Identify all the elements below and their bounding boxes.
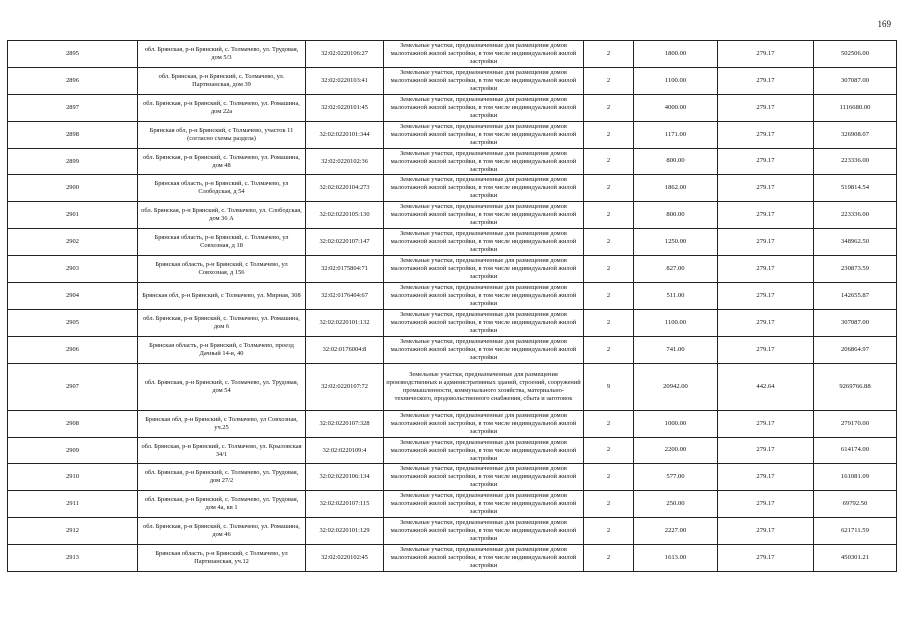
area-cell: 2227.00	[634, 518, 718, 545]
address-cell: обл. Брянская, р-н Брянский, с. Толмачево, ул. Трудовая, дом 54	[138, 363, 306, 410]
address-cell: обл. Брянская, р-н Брянский, с. Толмачево, ул. Крыловская 34/1	[138, 437, 306, 464]
cadastral-value-cell: 348962.50	[814, 229, 897, 256]
cadastral-number-cell: 32:02:0220104:273	[306, 175, 384, 202]
cadastral-value-cell: 69792.50	[814, 491, 897, 518]
specific-value-cell: 279.17	[718, 148, 814, 175]
address-cell: обл. Брянская, р-н Брянский, с. Толмачево, ул. Ромашина, дом 46	[138, 518, 306, 545]
group-cell: 2	[584, 148, 634, 175]
specific-value-cell: 279.17	[718, 518, 814, 545]
address-cell: обл. Брянская, р-н Брянский, с. Толмачево, ул. Слободская, дом 36 А	[138, 202, 306, 229]
address-cell: обл. Брянская, р-н Брянский, с. Толмачево, ул. Трудовая, дом 27/2	[138, 464, 306, 491]
group-cell: 2	[584, 256, 634, 283]
land-purpose-cell: Земельные участки, предназначенные для размещения домов малоэтажной жилой застройки, в том числе индивидуальной жилой застройки	[384, 518, 584, 545]
table-row	[8, 410, 897, 437]
table-row	[8, 229, 897, 256]
table-row	[8, 491, 897, 518]
group-cell: 2	[584, 121, 634, 148]
cadastral-value-cell: 161081.09	[814, 464, 897, 491]
area-cell: 4000.00	[634, 94, 718, 121]
cadastral-value-cell: 502506.00	[814, 41, 897, 68]
cadastral-number-cell: 32:02:0220105:130	[306, 202, 384, 229]
land-purpose-cell: Земельные участки, предназначенные для размещения домов малоэтажной жилой застройки, в том числе индивидуальной жилой застройки	[384, 309, 584, 336]
cadastral-number-cell: 32:02:0220101:45	[306, 94, 384, 121]
cadastral-value-cell: 1116680.00	[814, 94, 897, 121]
specific-value-cell: 279.17	[718, 67, 814, 94]
group-cell: 2	[584, 410, 634, 437]
specific-value-cell: 442.64	[718, 363, 814, 410]
area-cell: 800.00	[634, 148, 718, 175]
row-number: 2897	[8, 94, 138, 121]
specific-value-cell: 279.17	[718, 491, 814, 518]
land-purpose-cell: Земельные участки, предназначенные для размещения домов малоэтажной жилой застройки, в том числе индивидуальной жилой застройки	[384, 437, 584, 464]
row-number: 2912	[8, 518, 138, 545]
land-purpose-cell: Земельные участки, предназначенные для размещения домов малоэтажной жилой застройки, в том числе индивидуальной жилой застройки	[384, 464, 584, 491]
specific-value-cell: 279.17	[718, 94, 814, 121]
address-cell: обл. Брянская, р-н Брянский, с. Толмачево, ул. Трудовая, дом 4а, кв 1	[138, 491, 306, 518]
cadastral-value-cell: 614174.00	[814, 437, 897, 464]
specific-value-cell: 279.17	[718, 229, 814, 256]
cadastral-value-cell: 223336.00	[814, 202, 897, 229]
area-cell: 1800.00	[634, 41, 718, 68]
cadastral-number-cell: 32:02:0220107:115	[306, 491, 384, 518]
cadastral-number-cell: 32:02:0220102:45	[306, 545, 384, 572]
table-row	[8, 175, 897, 202]
table-row	[8, 94, 897, 121]
address-cell: Брянская область, р-н Брянский, с Толмачево, проезд Дачный 14-в, 40	[138, 336, 306, 363]
table-row	[8, 283, 897, 310]
group-cell: 2	[584, 464, 634, 491]
specific-value-cell: 279.17	[718, 283, 814, 310]
row-number: 2895	[8, 41, 138, 68]
row-number: 2913	[8, 545, 138, 572]
cadastral-number-cell: 32:02:0220102:36	[306, 148, 384, 175]
group-cell: 2	[584, 518, 634, 545]
land-purpose-cell: Земельные участки, предназначенные для размещения домов малоэтажной жилой застройки, в том числе индивидуальной жилой застройки	[384, 41, 584, 68]
land-purpose-cell: Земельные участки, предназначенные для размещения домов малоэтажной жилой застройки, в том числе индивидуальной жилой застройки	[384, 256, 584, 283]
table-row	[8, 464, 897, 491]
row-number: 2901	[8, 202, 138, 229]
specific-value-cell: 279.17	[718, 121, 814, 148]
group-cell: 2	[584, 437, 634, 464]
row-number: 2911	[8, 491, 138, 518]
land-purpose-cell: Земельные участки, предназначенные для размещения домов малоэтажной жилой застройки, в том числе индивидуальной жилой застройки	[384, 410, 584, 437]
specific-value-cell: 279.17	[718, 336, 814, 363]
row-number: 2904	[8, 283, 138, 310]
land-purpose-cell: Земельные участки, предназначенные для размещения домов малоэтажной жилой застройки, в том числе индивидуальной жилой застройки	[384, 229, 584, 256]
land-purpose-cell: Земельные участки, предназначенные для размещения домов малоэтажной жилой застройки, в том числе индивидуальной жилой застройки	[384, 202, 584, 229]
cadastral-number-cell: 32:02:0175804:71	[306, 256, 384, 283]
row-number: 2907	[8, 363, 138, 410]
group-cell: 2	[584, 491, 634, 518]
row-number: 2900	[8, 175, 138, 202]
group-cell: 2	[584, 41, 634, 68]
cadastral-value-cell: 307087.00	[814, 67, 897, 94]
row-number: 2906	[8, 336, 138, 363]
row-number: 2910	[8, 464, 138, 491]
row-number: 2899	[8, 148, 138, 175]
cadastral-number-cell: 32:02:0220107:147	[306, 229, 384, 256]
cadastral-value-table	[7, 40, 897, 572]
area-cell: 1100.00	[634, 309, 718, 336]
area-cell: 800.00	[634, 202, 718, 229]
group-cell: 2	[584, 67, 634, 94]
table-row	[8, 363, 897, 410]
cadastral-number-cell: 32:02:0176404:67	[306, 283, 384, 310]
group-cell: 2	[584, 336, 634, 363]
row-number: 2896	[8, 67, 138, 94]
area-cell: 741.00	[634, 336, 718, 363]
group-cell: 2	[584, 175, 634, 202]
address-cell: обл. Брянская, р-н Брянский, с. Толмачево, ул. Трудовая, дом 5/3	[138, 41, 306, 68]
area-cell: 20942.00	[634, 363, 718, 410]
land-purpose-cell: Земельные участки, предназначенные для размещения домов малоэтажной жилой застройки, в том числе индивидуальной жилой застройки	[384, 491, 584, 518]
area-cell: 1000.00	[634, 410, 718, 437]
specific-value-cell: 279.17	[718, 410, 814, 437]
row-number: 2898	[8, 121, 138, 148]
table-row	[8, 309, 897, 336]
land-purpose-cell: Земельные участки, предназначенные для размещения домов малоэтажной жилой застройки, в том числе индивидуальной жилой застройки	[384, 283, 584, 310]
specific-value-cell: 279.17	[718, 41, 814, 68]
land-purpose-cell: Земельные участки, предназначенные для размещения домов малоэтажной жилой застройки, в том числе индивидуальной жилой застройки	[384, 336, 584, 363]
area-cell: 1613.00	[634, 545, 718, 572]
cadastral-value-cell: 621711.59	[814, 518, 897, 545]
specific-value-cell: 279.17	[718, 437, 814, 464]
cadastral-value-cell: 230873.59	[814, 256, 897, 283]
area-cell: 577.00	[634, 464, 718, 491]
table-row	[8, 518, 897, 545]
table-row	[8, 336, 897, 363]
address-cell: Брянская обл, р-н Брянский, с Толмачево, ул. Мирная, 308	[138, 283, 306, 310]
table-row	[8, 121, 897, 148]
cadastral-value-cell: 142655.87	[814, 283, 897, 310]
row-number: 2909	[8, 437, 138, 464]
address-cell: обл. Брянская, р-н Брянский, с. Толмачево, ул. Ромашина, дом 6	[138, 309, 306, 336]
group-cell: 2	[584, 545, 634, 572]
address-cell: обл. Брянская, р-н Брянский, с. Толмачево, ул. Партизанская, дом 39	[138, 67, 306, 94]
land-purpose-cell: Земельные участки, предназначенные для размещения домов малоэтажной жилой застройки, в том числе индивидуальной жилой застройки	[384, 94, 584, 121]
group-cell: 2	[584, 309, 634, 336]
table-row	[8, 148, 897, 175]
cadastral-value-cell: 279170.00	[814, 410, 897, 437]
address-cell: Брянская область, р-н Брянский, с. Толмачево, ул Слободская, д 54	[138, 175, 306, 202]
area-cell: 1250.00	[634, 229, 718, 256]
cadastral-number-cell: 32:02:0220106:27	[306, 41, 384, 68]
group-cell: 2	[584, 94, 634, 121]
land-purpose-cell: Земельные участки, предназначенные для размещения домов малоэтажной жилой застройки, в том числе индивидуальной жилой застройки	[384, 175, 584, 202]
address-cell: Брянская обл, р-н Брянский, с Толмачево, ул Совхозная, уч.25	[138, 410, 306, 437]
row-number: 2902	[8, 229, 138, 256]
row-number: 2905	[8, 309, 138, 336]
cadastral-number-cell: 32:02:0220107:72	[306, 363, 384, 410]
area-cell: 827.00	[634, 256, 718, 283]
specific-value-cell: 279.17	[718, 175, 814, 202]
cadastral-number-cell: 32:02:0220101:132	[306, 309, 384, 336]
specific-value-cell: 279.17	[718, 309, 814, 336]
cadastral-number-cell: 32:02:0220101:344	[306, 121, 384, 148]
cadastral-number-cell: 32:02:0220109:4	[306, 437, 384, 464]
row-number: 2908	[8, 410, 138, 437]
address-cell: Брянская область, р-н Брянский, с Толмачево, ул Партизанская, уч.12	[138, 545, 306, 572]
area-cell: 1100.00	[634, 67, 718, 94]
cadastral-number-cell: 32:02:0220101:129	[306, 518, 384, 545]
table-row	[8, 67, 897, 94]
land-purpose-cell: Земельные участки, предназначенные для размещения производственных и административных зданий, строений, сооружений промышленности, коммунального хозяйства, материально-технического, продовольственного снабжения, сбыта и заготовок	[384, 363, 584, 410]
address-cell: обл. Брянская, р-н Брянский, с. Толмачево, ул. Ромашина, дом 22а	[138, 94, 306, 121]
cadastral-value-cell: 326908.07	[814, 121, 897, 148]
table-row	[8, 256, 897, 283]
cadastral-value-cell: 206864.97	[814, 336, 897, 363]
specific-value-cell: 279.17	[718, 464, 814, 491]
group-cell: 2	[584, 283, 634, 310]
cadastral-value-cell: 223336.00	[814, 148, 897, 175]
area-cell: 2200.00	[634, 437, 718, 464]
land-purpose-cell: Земельные участки, предназначенные для размещения домов малоэтажной жилой застройки, в том числе индивидуальной жилой застройки	[384, 121, 584, 148]
address-cell: обл. Брянская, р-н Брянский, с. Толмачево, ул. Ромашина, дом 48	[138, 148, 306, 175]
cadastral-number-cell: 32:02:0220106:134	[306, 464, 384, 491]
land-purpose-cell: Земельные участки, предназначенные для размещения домов малоэтажной жилой застройки, в том числе индивидуальной жилой застройки	[384, 545, 584, 572]
cadastral-value-cell: 307087.00	[814, 309, 897, 336]
group-cell: 2	[584, 202, 634, 229]
specific-value-cell: 279.17	[718, 202, 814, 229]
cadastral-number-cell: 32:02:0220103:41	[306, 67, 384, 94]
land-purpose-cell: Земельные участки, предназначенные для размещения домов малоэтажной жилой застройки, в том числе индивидуальной жилой застройки	[384, 148, 584, 175]
area-cell: 1171.00	[634, 121, 718, 148]
area-cell: 511.00	[634, 283, 718, 310]
table-row	[8, 202, 897, 229]
specific-value-cell: 279.17	[718, 545, 814, 572]
area-cell: 1862.00	[634, 175, 718, 202]
cadastral-value-cell: 519814.54	[814, 175, 897, 202]
cadastral-number-cell: 32:02:0176004:8	[306, 336, 384, 363]
land-purpose-cell: Земельные участки, предназначенные для размещения домов малоэтажной жилой застройки, в том числе индивидуальной жилой застройки	[384, 67, 584, 94]
group-cell: 9	[584, 363, 634, 410]
page-number: 169	[877, 19, 891, 29]
address-cell: Брянская обл, р-н Брянский, с Толмачево, участок 11 (согласно схемы раздела)	[138, 121, 306, 148]
row-number: 2903	[8, 256, 138, 283]
cadastral-number-cell: 32:02:0220107:328	[306, 410, 384, 437]
table-row	[8, 41, 897, 68]
table-row	[8, 437, 897, 464]
address-cell: Брянская область, р-н Брянский, с Толмачево, ул Совхозная, д 156	[138, 256, 306, 283]
address-cell: Брянская область, р-н Брянский, с. Толмачево, ул Совхозная, д 18	[138, 229, 306, 256]
specific-value-cell: 279.17	[718, 256, 814, 283]
area-cell: 250.00	[634, 491, 718, 518]
cadastral-value-cell: 9269766.88	[814, 363, 897, 410]
group-cell: 2	[584, 229, 634, 256]
cadastral-value-cell: 450301.21	[814, 545, 897, 572]
table-row	[8, 545, 897, 572]
